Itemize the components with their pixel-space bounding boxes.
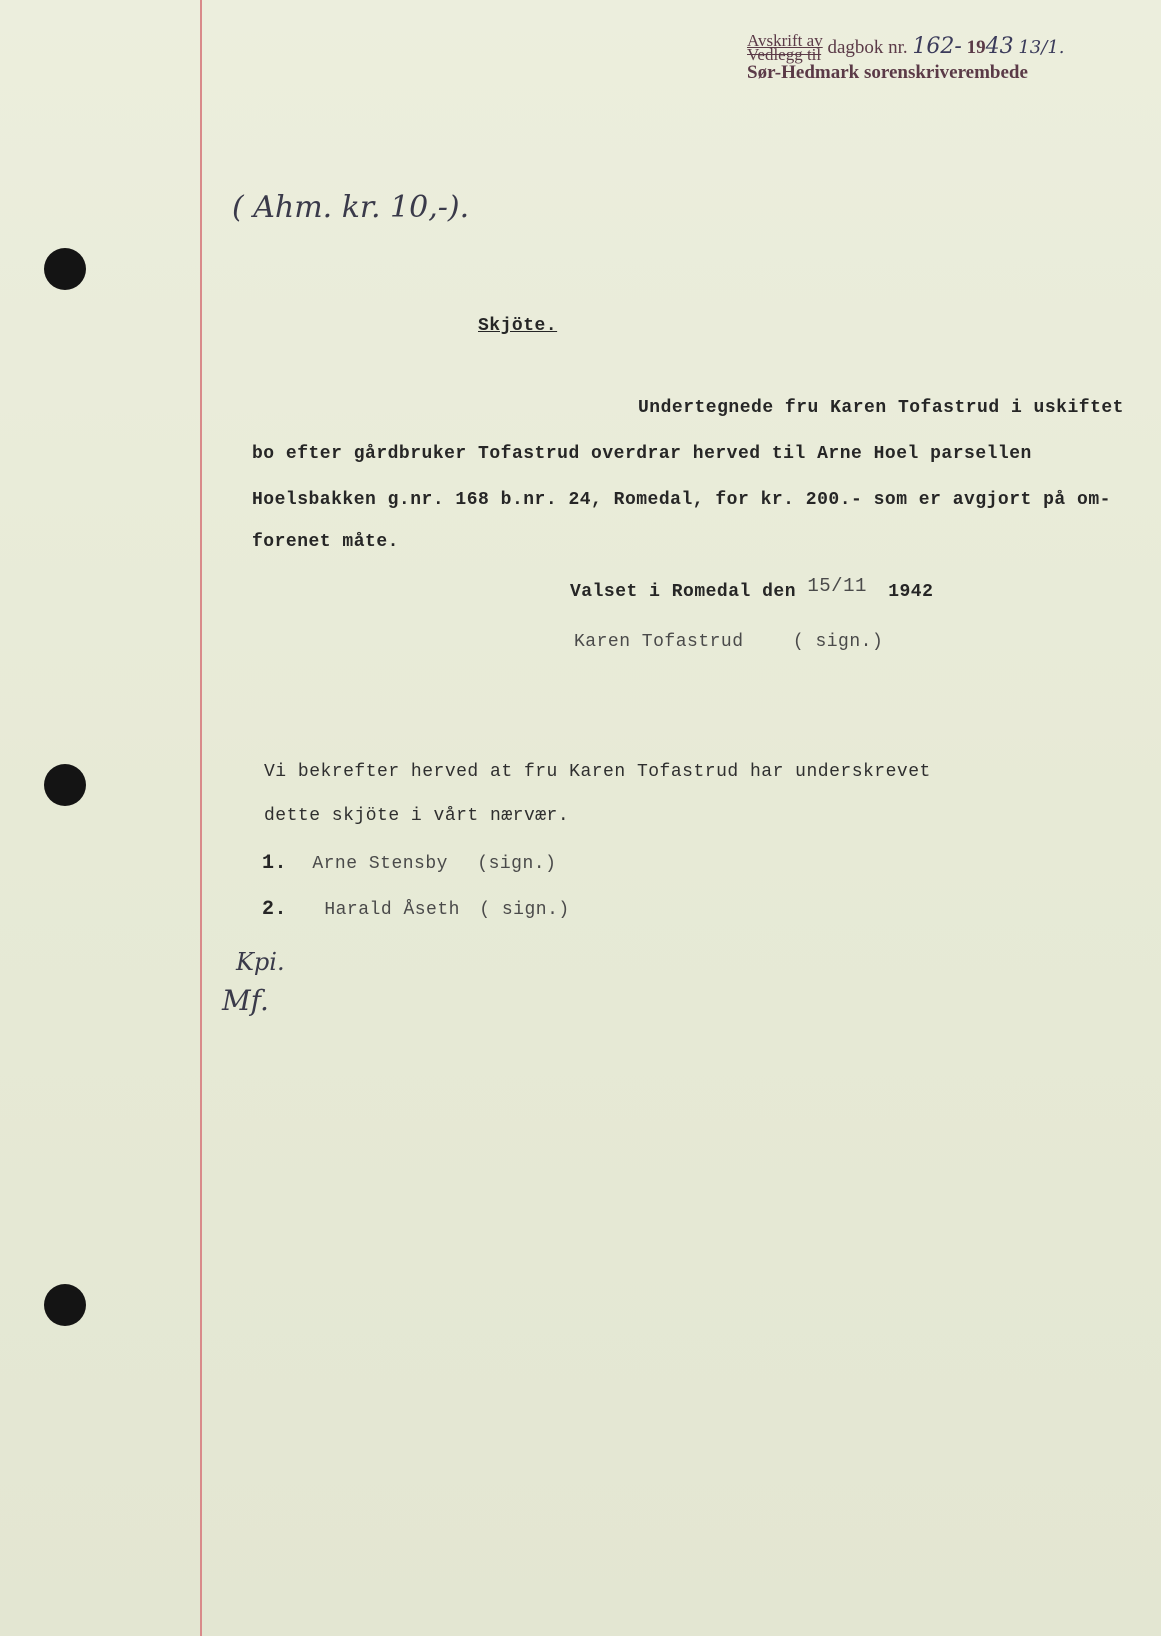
body-line-3: Hoelsbakken g.nr. 168 b.nr. 24, Romedal, for kr. 200.- som er avgjort på om- [252,490,1111,510]
punch-hole-top [44,248,86,290]
place-year: 1942 [888,582,934,602]
signature-name: Karen Tofastrud [574,632,744,652]
body-line-1: Undertegnede fru Karen Tofastrud i uskiftet [638,398,1124,418]
document-title: Skjöte. [478,316,558,336]
witness-statement-line-1: Vi bekrefter herved at fru Karen Tofastrud har underskrevet [264,762,931,782]
signature-line [574,632,883,652]
stamp-struck-block [747,31,823,64]
stamp-office: Sør-Hedmark sorenskriverembede [747,62,1028,83]
stamp-date: 13/1. [1018,37,1065,58]
body-line-4: forenet måte. [252,532,399,552]
place-date: 15/11 [807,575,867,597]
punch-hole-bottom [44,1284,86,1326]
signature-sign: ( sign.) [792,632,884,652]
witness-1 [262,852,556,875]
body-line-2: bo efter gårdbruker Tofastrud overdrar herved til Arne Hoel parsellen [252,444,1032,464]
witness-statement-line-2: dette skjöte i vårt nærvær. [264,806,570,826]
margin-line [200,0,202,1636]
initials-kpi: Kpi. [236,948,285,976]
witness-1-name: Arne Stensby [312,854,448,874]
witness-2-name: Harald Åseth [324,900,460,920]
stamp-avskrift: Avskrift av [747,31,823,50]
stamp-dagbok-number: 162- [912,34,962,59]
stamp-dagbok-label: dagbok nr. [827,37,908,58]
stamp-vedlegg: Vedlegg til [747,45,822,64]
witness-2 [262,898,570,921]
place-text: Valset i Romedal den [570,582,797,602]
witness-2-num: 2. [262,898,288,921]
place-date-line [570,575,934,602]
stamp-year: 43 [985,34,1014,59]
fee-note: ( Ahm. kr. 10,-). [232,190,470,225]
registry-stamp [747,31,1065,84]
witness-2-sign: ( sign.) [479,900,570,920]
punch-hole-middle [44,764,86,806]
stamp-year-prefix: 19 [966,37,986,58]
witness-1-sign: (sign.) [477,854,557,874]
stamp-line-1 [747,31,1065,64]
initials-mf: Mf. [222,984,269,1017]
witness-1-num: 1. [262,852,288,875]
